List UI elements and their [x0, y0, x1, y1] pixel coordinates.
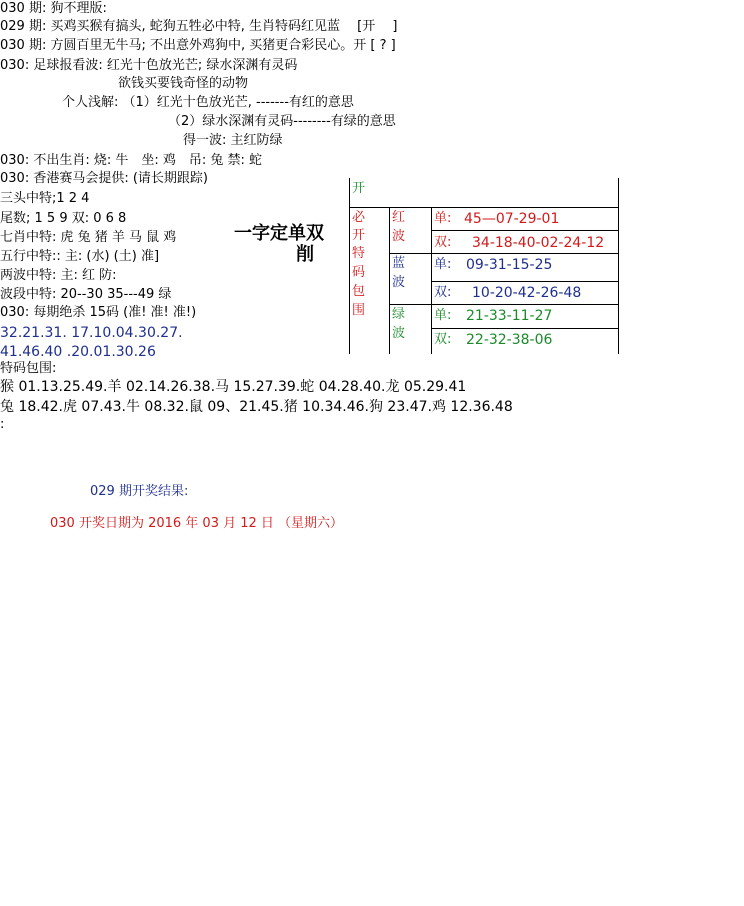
jockey-club-note: 030: 香港赛马会提供: (请长期跟踪) — [0, 171, 208, 186]
excluded-zodiac: 030: 不出生肖: 烧: 牛 坐: 鸡 吊: 兔 禁: 蛇 — [0, 153, 263, 168]
header-line: 030 期: 狗不理版: — [0, 1, 107, 16]
special-surround-title: 特码包围: — [0, 361, 57, 376]
single-label: 单: — [434, 211, 452, 226]
double-label: 双: — [434, 235, 452, 250]
tail-numbers: 尾数; 1 5 9 双: 0 6 8 — [0, 211, 127, 226]
personal-interp-2: （2）绿水深渊有灵码--------有绿的意思 — [168, 114, 396, 129]
single-label: 单: — [434, 308, 452, 323]
side-char: 包 — [352, 284, 366, 299]
green-double-numbers: 22-32-38-06 — [466, 332, 553, 348]
double-label: 双: — [434, 285, 452, 300]
riddle-029: 029 期: 买鸡买猴有搞头, 蛇狗五牲必中特, 生肖特码红见蓝 [开 ] — [0, 19, 398, 34]
wave-name-green: 绿 — [392, 307, 406, 322]
single-double-sub: 削 — [296, 244, 314, 265]
personal-interp-1: 个人浅解: （1）红光十色放光芒, -------有红的意思 — [62, 95, 354, 110]
wave-name-blue: 波 — [392, 275, 406, 290]
red-double-numbers: 34-18-40-02-24-12 — [472, 235, 605, 251]
side-char: 特 — [352, 246, 366, 261]
wave-name-blue: 蓝 — [392, 256, 406, 271]
two-waves: 两波中特: 主: 红 防: — [0, 268, 117, 283]
side-char: 码 — [352, 265, 366, 280]
side-char: 必 — [352, 210, 366, 225]
wave-range: 波段中特: 20--30 35---49 绿 — [0, 287, 172, 302]
result-title: 029 期开奖结果: — [90, 484, 189, 499]
green-single-numbers: 21-33-11-27 — [466, 308, 553, 324]
kill-numbers-1: 32.21.31. 17.10.04.30.27. — [0, 325, 183, 341]
red-single-numbers: 45—07-29-01 — [464, 211, 560, 227]
wave-name-red: 红 — [392, 210, 406, 225]
three-heads: 三头中特;1 2 4 — [0, 191, 90, 206]
single-double-title: 一字定单双 — [234, 223, 324, 244]
colon-mark: : — [0, 417, 5, 432]
wave-name-red: 波 — [392, 229, 406, 244]
side-char: 围 — [352, 303, 366, 318]
blue-double-numbers: 10-20-42-26-48 — [472, 285, 582, 301]
riddle-animal: 欲钱买要钱奇怪的动物 — [118, 76, 249, 91]
side-char: 开 — [352, 228, 366, 243]
zodiac-numbers-2: 兔 18.42.虎 07.43.牛 08.32.鼠 09、21.45.猪 10.34.46.狗 23.47.鸡 12.36.48 — [0, 399, 513, 415]
single-label: 单: — [434, 257, 452, 272]
open-label: 开 — [352, 181, 366, 196]
zodiac-numbers-1: 猴 01.13.25.49.羊 02.14.26.38.马 15.27.39.蛇 04.28.40.龙 05.29.41 — [0, 379, 467, 395]
wave-result: 得一波: 主红防绿 — [183, 133, 283, 148]
double-label: 双: — [434, 332, 452, 347]
blue-single-numbers: 09-31-15-25 — [466, 257, 553, 273]
seven-zodiac: 七肖中特: 虎 兔 猪 羊 马 鼠 鸡 — [0, 230, 177, 245]
five-elements: 五行中特:: 主: (水) (土) 准] — [0, 249, 160, 264]
riddle-030: 030 期: 方圆百里无牛马; 不出意外鸡狗中, 买猪更合彩民心。开 [ ? ] — [0, 38, 396, 53]
kill-15: 030: 每期绝杀 15码 (准! 准! 准!) — [0, 305, 197, 320]
draw-date: 030 开奖日期为 2016 年 03 月 12 日 （星期六） — [50, 516, 344, 531]
wave-name-green: 波 — [392, 326, 406, 341]
kill-numbers-2: 41.46.40 .20.01.30.26 — [0, 344, 156, 360]
football-wave: 030: 足球报看波: 红光十色放光芒; 绿水深渊有灵码 — [0, 58, 298, 73]
